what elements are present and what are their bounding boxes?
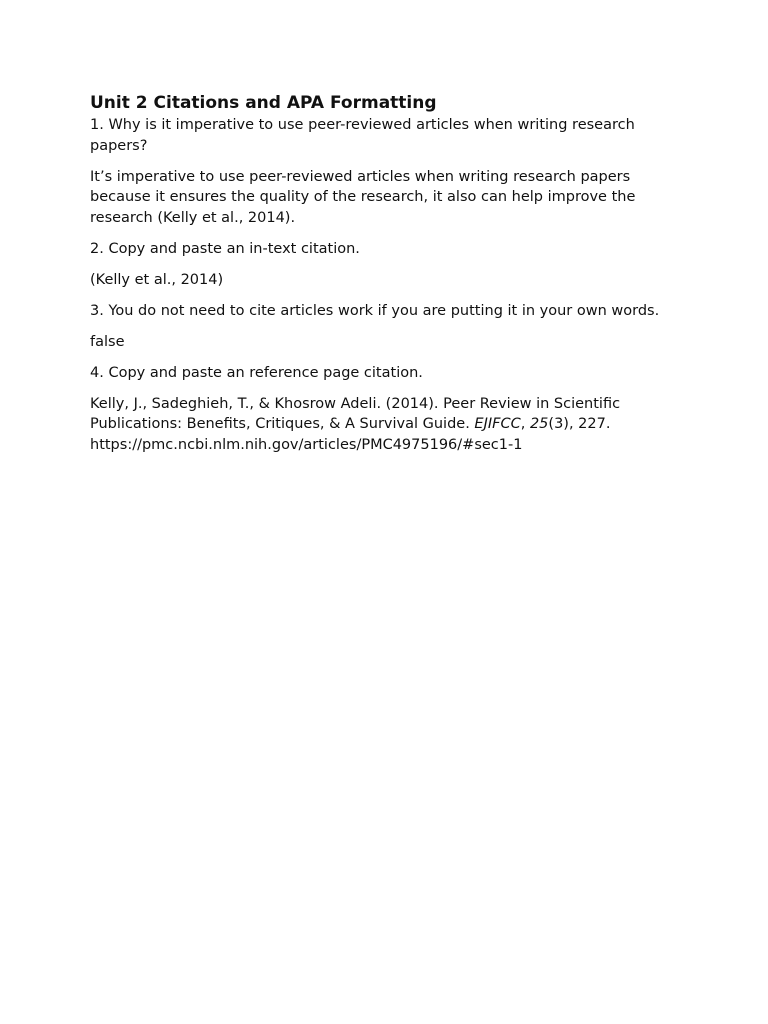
answer-1: It’s imperative to use peer-reviewed articles when writing research papers because it ensures the quality of the research, it also can help improve the research (Kelly et al., 2014). [90, 168, 636, 226]
reference-separator: , [520, 416, 530, 432]
document-title: Unit 2 Citations and APA Formatting [90, 93, 437, 113]
reference-journal: EJIFCC [474, 416, 521, 432]
document-page [90, 92, 675, 466]
reference-volume: 25 [529, 416, 549, 432]
reference-url: https://pmc.ncbi.nlm.nih.gov/articles/PMC4975196/#sec1-1 [90, 436, 523, 453]
question-4: 4. Copy and paste an reference page citation. [90, 364, 423, 381]
question-3: 3. You do not need to cite articles work if you are putting it in your own words. [90, 302, 660, 319]
question-2: 2. Copy and paste an in-text citation. [90, 240, 360, 257]
question-1: 1. Why is it imperative to use peer-reviewed articles when writing research papers? [90, 117, 635, 154]
reference-issue-pages: (3), 227. [548, 416, 611, 432]
reference-authors-title: Kelly, J., Sadeghieh, T., & Khosrow Adeli. (2014). Peer Review in Scientific Publications: Benefits, Critiques, & A Survival Guide. [90, 395, 621, 432]
answer-3: false [90, 333, 125, 350]
answer-2: (Kelly et al., 2014) [90, 271, 224, 288]
reference-citation [90, 394, 675, 456]
